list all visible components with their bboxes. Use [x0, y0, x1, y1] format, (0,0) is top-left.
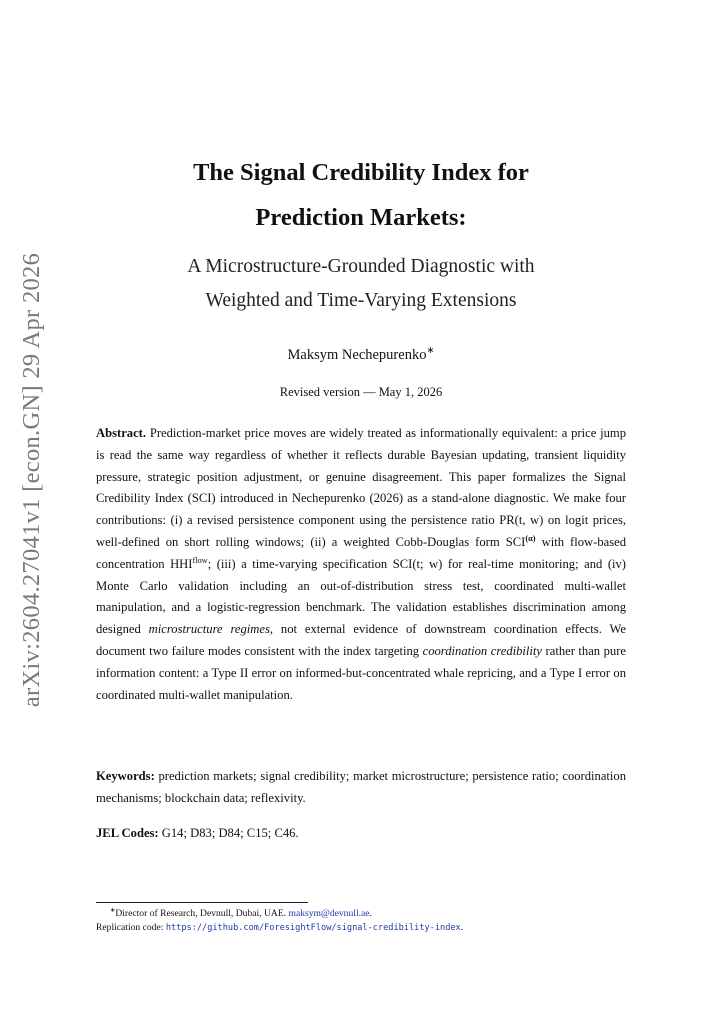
replication-label: Replication code: — [96, 921, 166, 933]
abstract — [96, 423, 626, 706]
sci-alpha-sup: (α) — [525, 533, 536, 543]
footnote-affiliation — [96, 907, 636, 921]
hhi-base: HHI — [170, 556, 193, 571]
abstract-text-2: on logit prices, well-defined on short rolling windows; (ii) a weighted Cobb-Douglas form — [96, 513, 626, 549]
keywords-label: Keywords: — [96, 769, 155, 783]
jel-label: JEL Codes: — [96, 826, 159, 840]
emphasis-microstructure-regimes: microstructure regimes — [148, 622, 270, 637]
footnote-replication — [96, 921, 636, 936]
sci-alpha-math — [506, 535, 536, 549]
arxiv-sidebar — [10, 252, 54, 708]
email-link[interactable]: maksym@devnull.ae — [288, 908, 370, 919]
footnote — [96, 907, 636, 935]
abstract-text-3: with flow-based concentration — [96, 534, 627, 571]
title-line-1: The Signal Credibility Index for — [193, 159, 529, 186]
subtitle-line-2: Weighted and Time-Varying Extensions — [205, 290, 517, 311]
keywords — [96, 766, 626, 810]
abstract-text-1: Prediction-market price moves are widely treated as informationally equivalent: a price jump is read the same way regardless of whether it reflects durable Bayesian updating, transient liquidity pressure, strategic position adjustment, or genuine disagreement. This paper formalizes the Signal Credibility Index (SCI) introduced in Nechepurenko (2026) as a stand-alone diagnostic. We make four contributions: (i) a revised persistence component using the persistence ratio — [96, 426, 626, 528]
email-end: . — [369, 908, 372, 919]
abstract-text-6: , not external evidence of downstream coordination effects. We document two failure modes consistent with the index targeting — [96, 622, 626, 658]
affiliation-text: Director of Research, Devnull, Dubai, UAE. — [115, 908, 289, 919]
paper-title — [96, 150, 626, 240]
abstract-text-5: for real-time monitoring; and (iv) Monte Carlo validation including an out-of-distribution stress test, coordinated multi-wallet manipulation, and a logistic-regression benchmark. The validation establishes discrimination among designed — [96, 556, 627, 637]
pr-math: PR(t, w) — [499, 513, 544, 528]
author-name: Maksym Nechepurenko — [287, 347, 427, 363]
author-footnote-mark: ∗ — [426, 345, 435, 357]
abstract-text-7: rather than pure information content: a Type II error on informed-but-concentrated whale repricing, and a Type I error on coordinated multi-wallet manipulation. — [96, 643, 626, 702]
emphasis-coordination-credibility: coordination credibility — [422, 643, 543, 658]
abstract-label: Abstract. — [96, 426, 147, 440]
paper-subtitle — [96, 250, 626, 318]
replication-code-link[interactable]: https://github.com/ForesightFlow/signal-credibility-index — [165, 922, 461, 933]
author-line — [96, 347, 626, 364]
sci-tw-math: SCI(t; w) — [392, 556, 443, 571]
revised-date: Revised version — May 1, 2026 — [279, 385, 443, 399]
abstract-text-4: ; (iii) a time-varying specification — [207, 556, 393, 571]
hhi-sup: flow — [192, 555, 208, 565]
jel-text: G14; D83; D84; C15; C46. — [158, 826, 299, 840]
arxiv-identifier: arXiv:2604.27041v1 [econ.GN] 29 Apr 2026 — [18, 252, 46, 708]
replication-end: . — [460, 921, 464, 933]
footnote-rule — [96, 902, 308, 903]
subtitle-line-1: A Microstructure-Grounded Diagnostic with — [187, 256, 535, 277]
title-line-2: Prediction Markets: — [255, 204, 467, 231]
keywords-text: prediction markets; signal credibility; market microstructure; persistence ratio; coordination mechanisms; blockchain data; reflexivity. — [96, 769, 626, 805]
sci-alpha-base: SCI — [505, 534, 526, 549]
hhi-flow-math — [170, 557, 208, 571]
jel-codes — [96, 823, 626, 845]
footnote-mark: ∗ — [110, 906, 116, 914]
